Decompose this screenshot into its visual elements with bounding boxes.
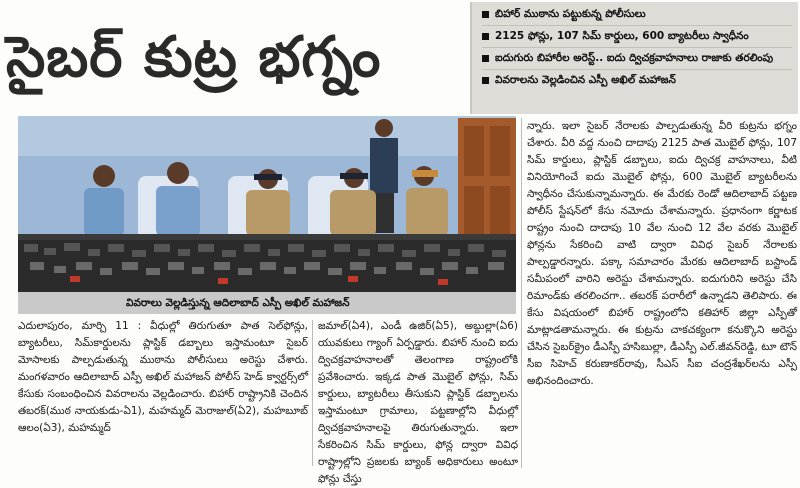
highlight-text: బిహార్ ముఠాను పట్టుకున్న పోలీసులు — [495, 8, 646, 20]
square-bullet-icon — [482, 11, 489, 18]
highlight-item — [482, 4, 792, 26]
highlight-item — [482, 48, 792, 70]
highlight-item — [482, 70, 792, 91]
article-paragraph: ఎదులాపురం, మార్చి 11 : వీధుల్లో తిరుగుతూ పాత సెల్‌ఫోన్లు, బ్యాటరీలు, సిమ్‌కార్డులను ప్లాస్టిక్ డబ్బాలు ఇస్తామంటూ సైబర్ మోసాలకు పాల్పడుతున్న ముఠాను పోలీసులు అరెస్టు చేశారు. మంగళవారం ఆదిలాబాద్ ఎస్పీ అఖిల్ మహాజన్ పోలీస్ హెడ్ క్వార్టర్స్‌లో కేసుకు సంబంధించిన వివరాలను వెల్లడించారు. బిహార్ రాష్ట్రానికి చెందిన తబరక్(ముఠ నాయకుడు-ఏ1), మహమ్మద్ మెరాజుల్(ఏ2), మహబూబ్ ఆలం(ఏ3), మహమ్మద్ — [18, 320, 308, 434]
square-bullet-icon — [482, 55, 489, 62]
column-divider — [521, 118, 522, 468]
photo-illustration — [18, 116, 516, 292]
photo-caption: వివరాలు వెల్లడిస్తున్న ఆదిలాబాద్ ఎస్పీ అఖిల్ మహాజన్ — [18, 292, 516, 314]
square-bullet-icon — [482, 33, 489, 40]
press-conference-photo — [18, 116, 516, 292]
column-divider — [312, 320, 313, 466]
headline: సైబర్ కుట్ర భగ్నం — [6, 25, 382, 90]
article-paragraph: జమాల్(ఏ4), ఎండీ ఉజిర్(ఏ5), అబ్దుల్లా(ఏ6) యువకులు గ్యాంగ్ ఏర్పడ్డారు. బిహార్ నుంచి ఐదు ద్విచక్రవాహనాలతో తెలంగాణ రాష్ట్రంలోకి ప్రవేశించారు. ఇక్కడ పాత మొబైల్ ఫోన్లు, సిమ్ కార్డులు, బ్యాటరీలు తీసుకుని ప్లాస్టిక్ డబ్బాలను ఇస్తామంటూ గ్రామాలు, పట్టణాల్లోని వీధుల్లో ద్విచక్రవాహనాలపై తిరుగుతున్నారు. ఇలా సేకరించిన సిమ్ కార్డులు, ఫోన్ల ద్వారా వివిధ రాష్ట్రాల్లోని ప్రజలకు బ్యాంక్ అధికారులు అంటూ ఫోన్లు చేస్తు — [318, 320, 518, 485]
highlight-text: ఐదుగురు బిహారీల అరెస్ట్.. ఐదు ద్విచక్రవాహనాలు రాజాకు తరలింపు — [495, 52, 774, 64]
highlight-text: వివరాలను వెల్లడించిన ఎస్పీ అఖిల్ మహాజన్ — [495, 74, 676, 86]
article-paragraph: న్నారు. ఇలా సైబర్ నేరాలకు పాల్పడుతున్న వీరి కుట్రను భగ్నం చేశారు. వీరి వద్ద నుంచి దాదాపు 2125 పాత మొబైల్ ఫోన్లు, 107 సిమ్ కార్డులు, ప్లాస్టిక్ డబ్బాలు, ఐదు ద్విచక్ర వాహనాలు, వీటి వినియోగించే ఐదు మొబైల్ ఫోన్లు, 600 మొబైల్ బ్యాటరీలను స్వాధీనం చేసుకున్నామన్నారు. ఈ మేరకు రెండో ఆదిలాబాద్ పట్టణ పోలీస్ స్టేషన్‌లో కేసు నమోదు చేశామన్నారు. ప్రధానంగా కర్ణాటక రాష్ట్రం నుంచి దాదాపు 10 వేల నుంచి 12 వేల వరకు మొబైల్ ఫోన్లను సేకరించి వాటి ద్వారా వివిధ సైబర్ నేరాలకు పాల్పడ్డారన్నారు. పక్కా సమాచారం మేరకు ఆదిలాబాద్ బస్టాండ్ సమీపంలో వారిని అరెస్టు చేశామన్నారు. ఐదుగురిని అరెస్టు చేసి రిమాండ్‌కు తరలించగా.. తబరక్ పరారీలో ఉన్నాడని తెలిపారు. ఈ కేసు విషయంలో బిహార్ రాష్ట్రంలోని కతిహార్ జిల్లా ఎస్పీతో మాట్లాడతామన్నారు. ఈ కుట్రను చాకచక్యంగా కనుక్కొని అరెస్టు చేసిన సైబర్‌క్రైం డీఎస్పీ హసిబుల్లా, డీఎస్పీ ఎల్.జీవన్‌రెడ్డి, టూ టౌన్ సీఐ సిహెచ్ కరుణాకర్‌రావు, సీఎస్ సీఐ చంద్రశేఖర్‌లను ఎస్పీ అభినందించారు. — [527, 120, 797, 387]
article-column-2 — [318, 318, 518, 485]
square-bullet-icon — [482, 77, 489, 84]
highlights-box — [470, 2, 798, 114]
highlight-text: 2125 ఫోన్లు, 107 సిమ్ కార్డులు, 600 బ్యాటరీలు స్వాధీనం — [495, 30, 749, 42]
article-column-1 — [18, 318, 308, 468]
highlight-item — [482, 26, 792, 48]
article-column-3 — [527, 118, 797, 468]
